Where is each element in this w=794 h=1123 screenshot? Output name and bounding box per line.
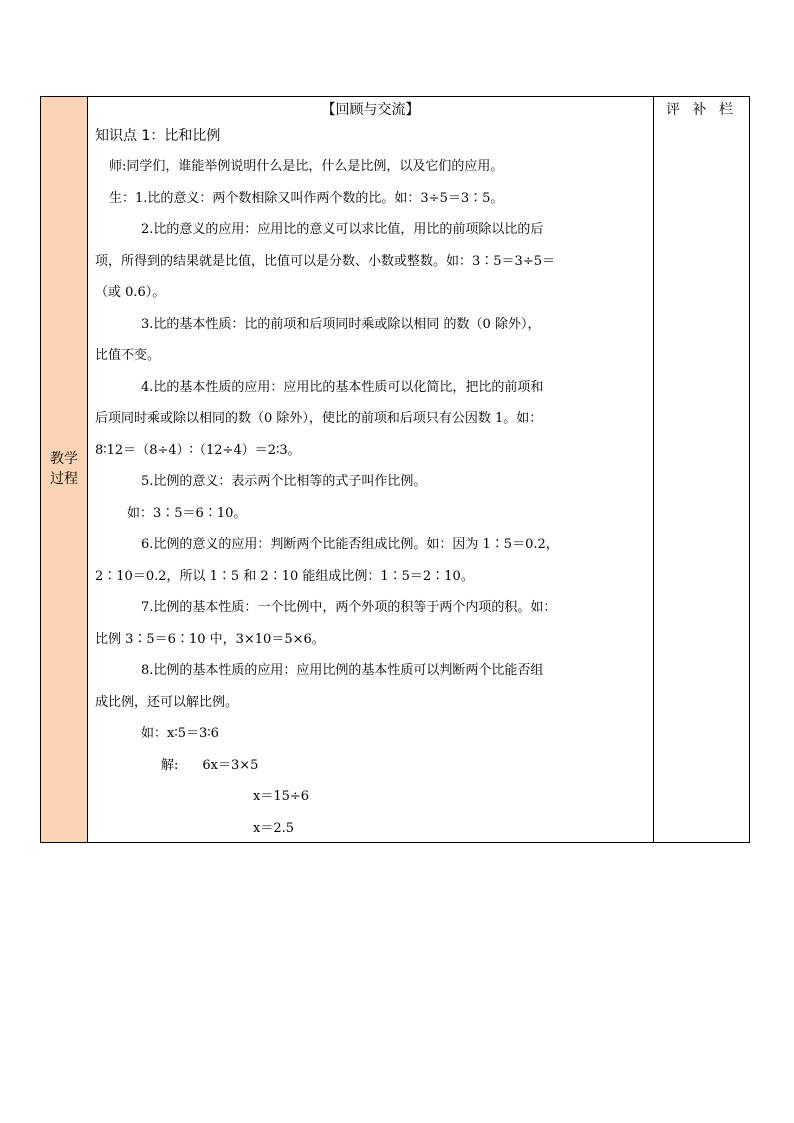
section-title: 【回顾与交流】 xyxy=(321,102,420,118)
text-line: 6.比例的意义的应用：判断两个比能否组成比例。如：因为 1∶5＝0.2， xyxy=(141,537,559,552)
lesson-table xyxy=(40,96,750,843)
text-line: 如：3∶5＝6∶10。 xyxy=(127,505,247,521)
equation-line: x＝2.5 xyxy=(253,820,295,836)
text-line: 生：1.比的意义：两个数相除又叫作两个数的比。如：3÷5＝3∶5。 xyxy=(109,190,504,206)
text-line: 比例 3∶5＝6∶10 中，3×10＝5×6。 xyxy=(95,631,325,647)
text-line: 5.比例的意义：表示两个比相等的式子叫作比例。 xyxy=(141,474,427,489)
stage-label xyxy=(41,449,87,489)
equation-line: x＝15÷6 xyxy=(253,789,310,804)
text-line: 2.比的意义的应用：应用比的意义可以求比值，用比的前项除以比的后 xyxy=(141,222,544,237)
solution-line xyxy=(95,750,653,782)
stage-label-text: 教学 过程 xyxy=(50,451,78,487)
stage-column xyxy=(41,97,88,842)
text-line: 8.比例的基本性质的应用：应用比例的基本性质可以判断两个比能否组 xyxy=(141,663,544,678)
content-column xyxy=(88,97,654,842)
knowledge-point-title: 知识点 1：比和比例 xyxy=(95,128,221,144)
text-line: 成比例，还可以解比例。 xyxy=(95,694,239,710)
text-line: 2∶10＝0.2，所以 1∶5 和 2∶10 能组成比例：1∶5＝2∶10。 xyxy=(95,568,474,584)
equation: 6x＝3×5 xyxy=(202,757,259,773)
text-line: 3.比的基本性质：比的前项和后项同时乘或除以相同 的数（0 除外）， xyxy=(141,316,541,332)
text-line: 8∶12＝（8÷4）∶（12÷4）＝2∶3。 xyxy=(95,442,301,458)
text-line: 7.比例的基本性质：一个比例中，两个外项的积等于两个内项的积。如： xyxy=(141,600,557,615)
notes-column-header: 评 补 栏 xyxy=(666,102,737,118)
text-line: 师:同学们，谁能举例说明什么是比，什么是比例，以及它们的应用。 xyxy=(109,159,504,174)
text-line: 4.比的基本性质的应用：应用比的基本性质可以化简比，把比的前项和 xyxy=(141,379,544,395)
text-line: （或 0.6）。 xyxy=(95,285,166,300)
text-line: 项，所得到的结果就是比值，比值可以是分数、小数或整数。如：3∶5＝3÷5＝ xyxy=(95,253,555,269)
text-line: 比值不变。 xyxy=(95,348,161,363)
text-line: 后项同时乘或除以相同的数（0 除外），使比的前项和后项只有公因数 1。如： xyxy=(95,411,543,426)
solution-label: 解: xyxy=(161,757,179,773)
text-line: 如：x∶5＝3∶6 xyxy=(141,726,219,741)
